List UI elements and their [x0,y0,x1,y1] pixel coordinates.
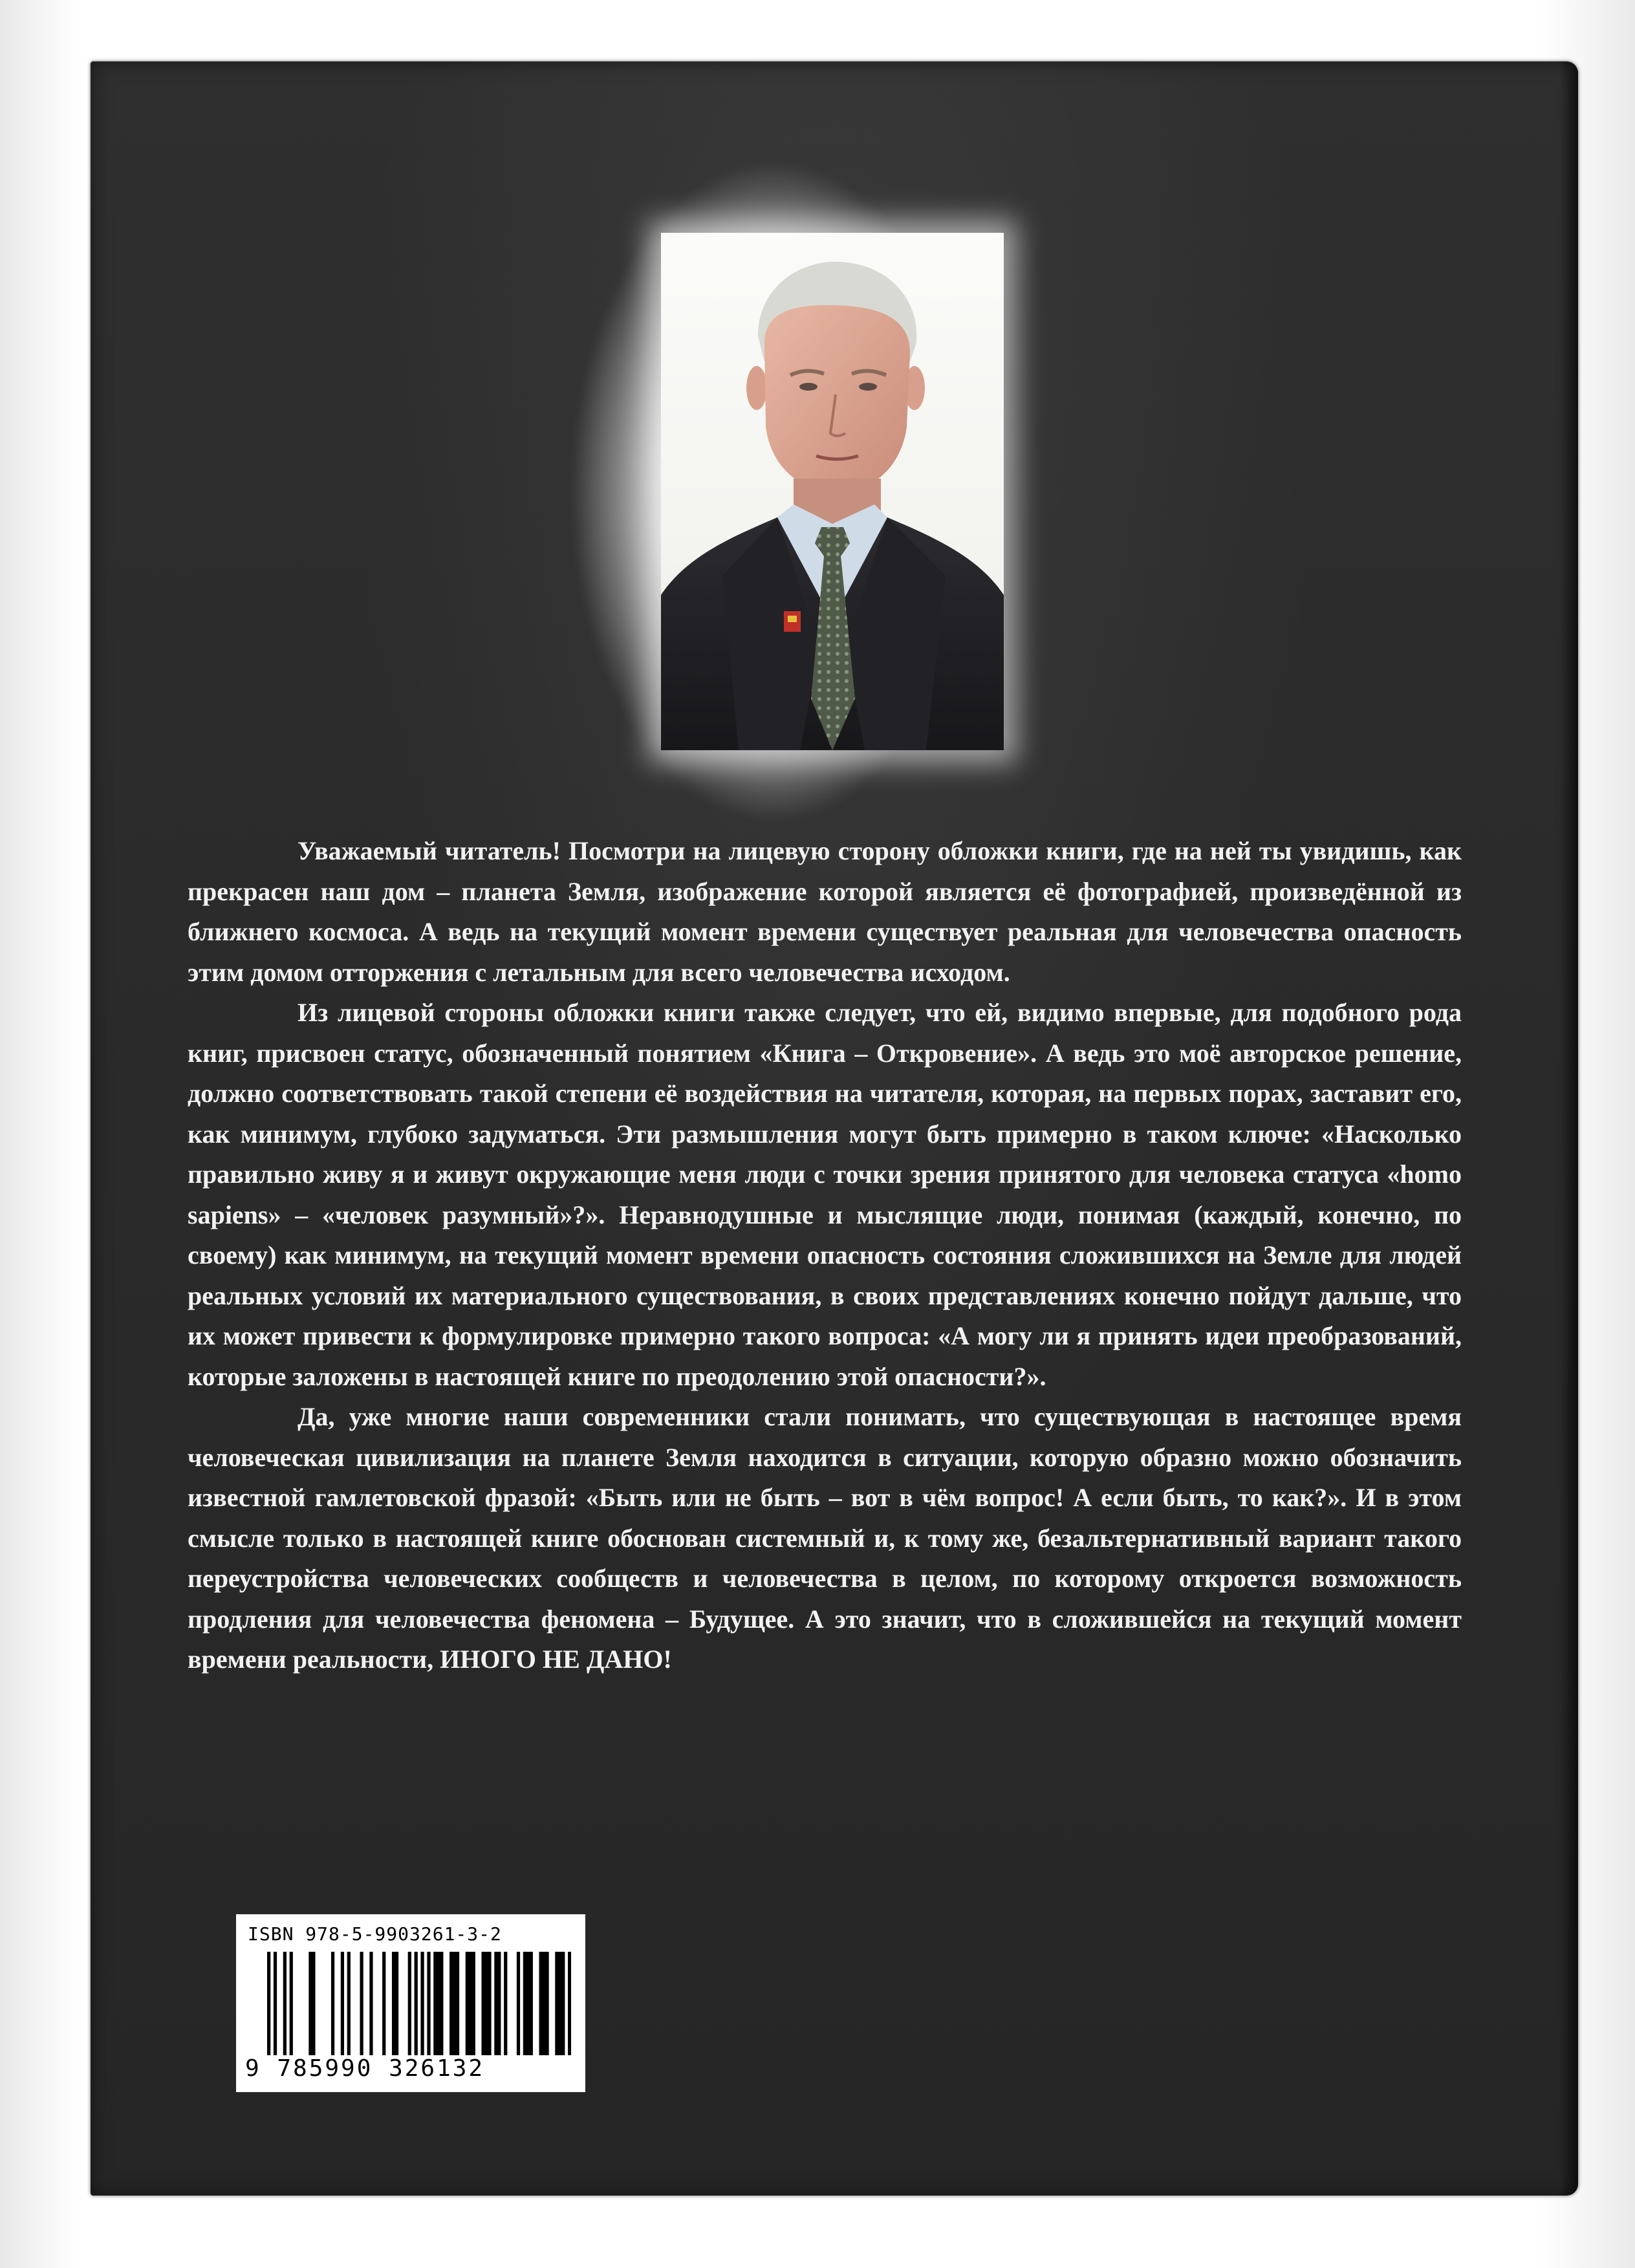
isbn-label: ISBN 978-5-9903261-3-2 [248,1923,502,1945]
barcode-bar [542,1952,545,2055]
author-portrait [661,233,1004,750]
barcode-bar [341,1952,344,2055]
barcode-bar [523,1952,526,2055]
ean-digits: 9 785990 326132 [245,2055,485,2082]
barcode-bar [395,1952,398,2055]
barcode-bar [267,1952,270,2055]
cover-spine-edge [1560,61,1578,2196]
paragraph-3: Да, уже многие наши современники стали понимать, что существующая в настоящее время человеческая цивилизация на планете Земля находится в ситуации, которую образно можно обозначить известной гамлетовской фразой: «Быть или не быть – вот в чём вопрос! А если быть, то как?». И в этом смысле только в настоящей книге обоснован системный и, к тому же, безальтернативный вариант такого переустройства человеческих сообществ и человечества в целом, по которому откроется возможность продления для человечества феномена – Будущее. А это значит, что в сложившейся на текущий момент времени реальности, ИНОГО НЕ ДАНО! [188,1402,1462,1674]
barcode-bar [283,1952,287,2055]
barcode-bar [290,1952,293,2055]
barcode-bar [517,1952,520,2055]
barcode-bar [539,1952,543,2055]
barcode-bar [526,1952,530,2055]
barcode-bar [440,1952,443,2055]
barcode-bar [392,1952,395,2055]
paragraph-1: Уважаемый читатель! Посмотри на лицевую сторону обложки книги, где на ней ты увидишь, как прекрасен наш дом – планета Земля, изображение которой является её фотографией, произведённой из ближнего космоса. А ведь на текущий момент времени существует реальная для человечества опасность этим домом отторжения с летальным для всего человечества исходом. [188,836,1462,987]
barcode-icon [267,1952,571,2055]
barcode-bar [382,1952,385,2055]
barcode-bar [360,1952,363,2055]
isbn-barcode [236,1914,585,2092]
barcode-bar [555,1952,558,2055]
barcode-bar [274,1952,277,2055]
cover-text [188,831,1462,1680]
author-portrait-photo-icon [661,233,1004,750]
barcode-bar [481,1952,484,2055]
barcode-bar [433,1952,437,2055]
barcode-bar [347,1952,351,2055]
barcode-bar [484,1952,488,2055]
barcode-bar [420,1952,424,2055]
barcode-bar [469,1952,472,2055]
barcode-bar [545,1952,548,2055]
barcode-bar [309,1952,312,2055]
barcode-bar [494,1952,497,2055]
barcode-bar [472,1952,475,2055]
barcode-bar [497,1952,501,2055]
barcode-bar [453,1952,456,2055]
barcode-bar [437,1952,440,2055]
barcode-bar [530,1952,533,2055]
barcode-bar [558,1952,561,2055]
paragraph-2: Из лицевой стороны обложки книги также следует, что ей, видимо впервые, для подобного рода книг, присвоен статус, обозначенный понятием «Книга – Откровение». А ведь это моё авторское решение, должно соответствовать такой степени её воздействия на читателя, которая, на первых порах, заставит его, как минимум, глубоко задуматься. Эти размышления могут быть примерно в таком ключе: «Насколько правильно живу я и живут окружающие меня люди с точки зрения принятого для человека статуса «homo sapiens» – «человек разумный»?». Неравнодушные и мыслящие люди, понимая (каждый, конечно, по своему) как минимум, на текущий момент времени опасность состояния сложившихся на Земле для людей реальных условий их материального существования, в своих представлениях конечно пойдут дальше, что их может привести к формулировке примерно такого вопроса: «А могу ли я принять идеи преобразований, которые заложены в настоящей книге по преодолению этой опасности?». [188,998,1462,1391]
barcode-bar [456,1952,459,2055]
barcode-bar [408,1952,411,2055]
barcode-bar [568,1952,571,2055]
barcode-bar [504,1952,507,2055]
barcode-bar [331,1952,334,2055]
barcode-bar [561,1952,565,2055]
barcode-bar [466,1952,469,2055]
barcode-bar [449,1952,453,2055]
barcode-bar [369,1952,373,2055]
barcode-bar [488,1952,491,2055]
barcode-bar [415,1952,418,2055]
barcode-bar [312,1952,315,2055]
barcode-bar [427,1952,430,2055]
